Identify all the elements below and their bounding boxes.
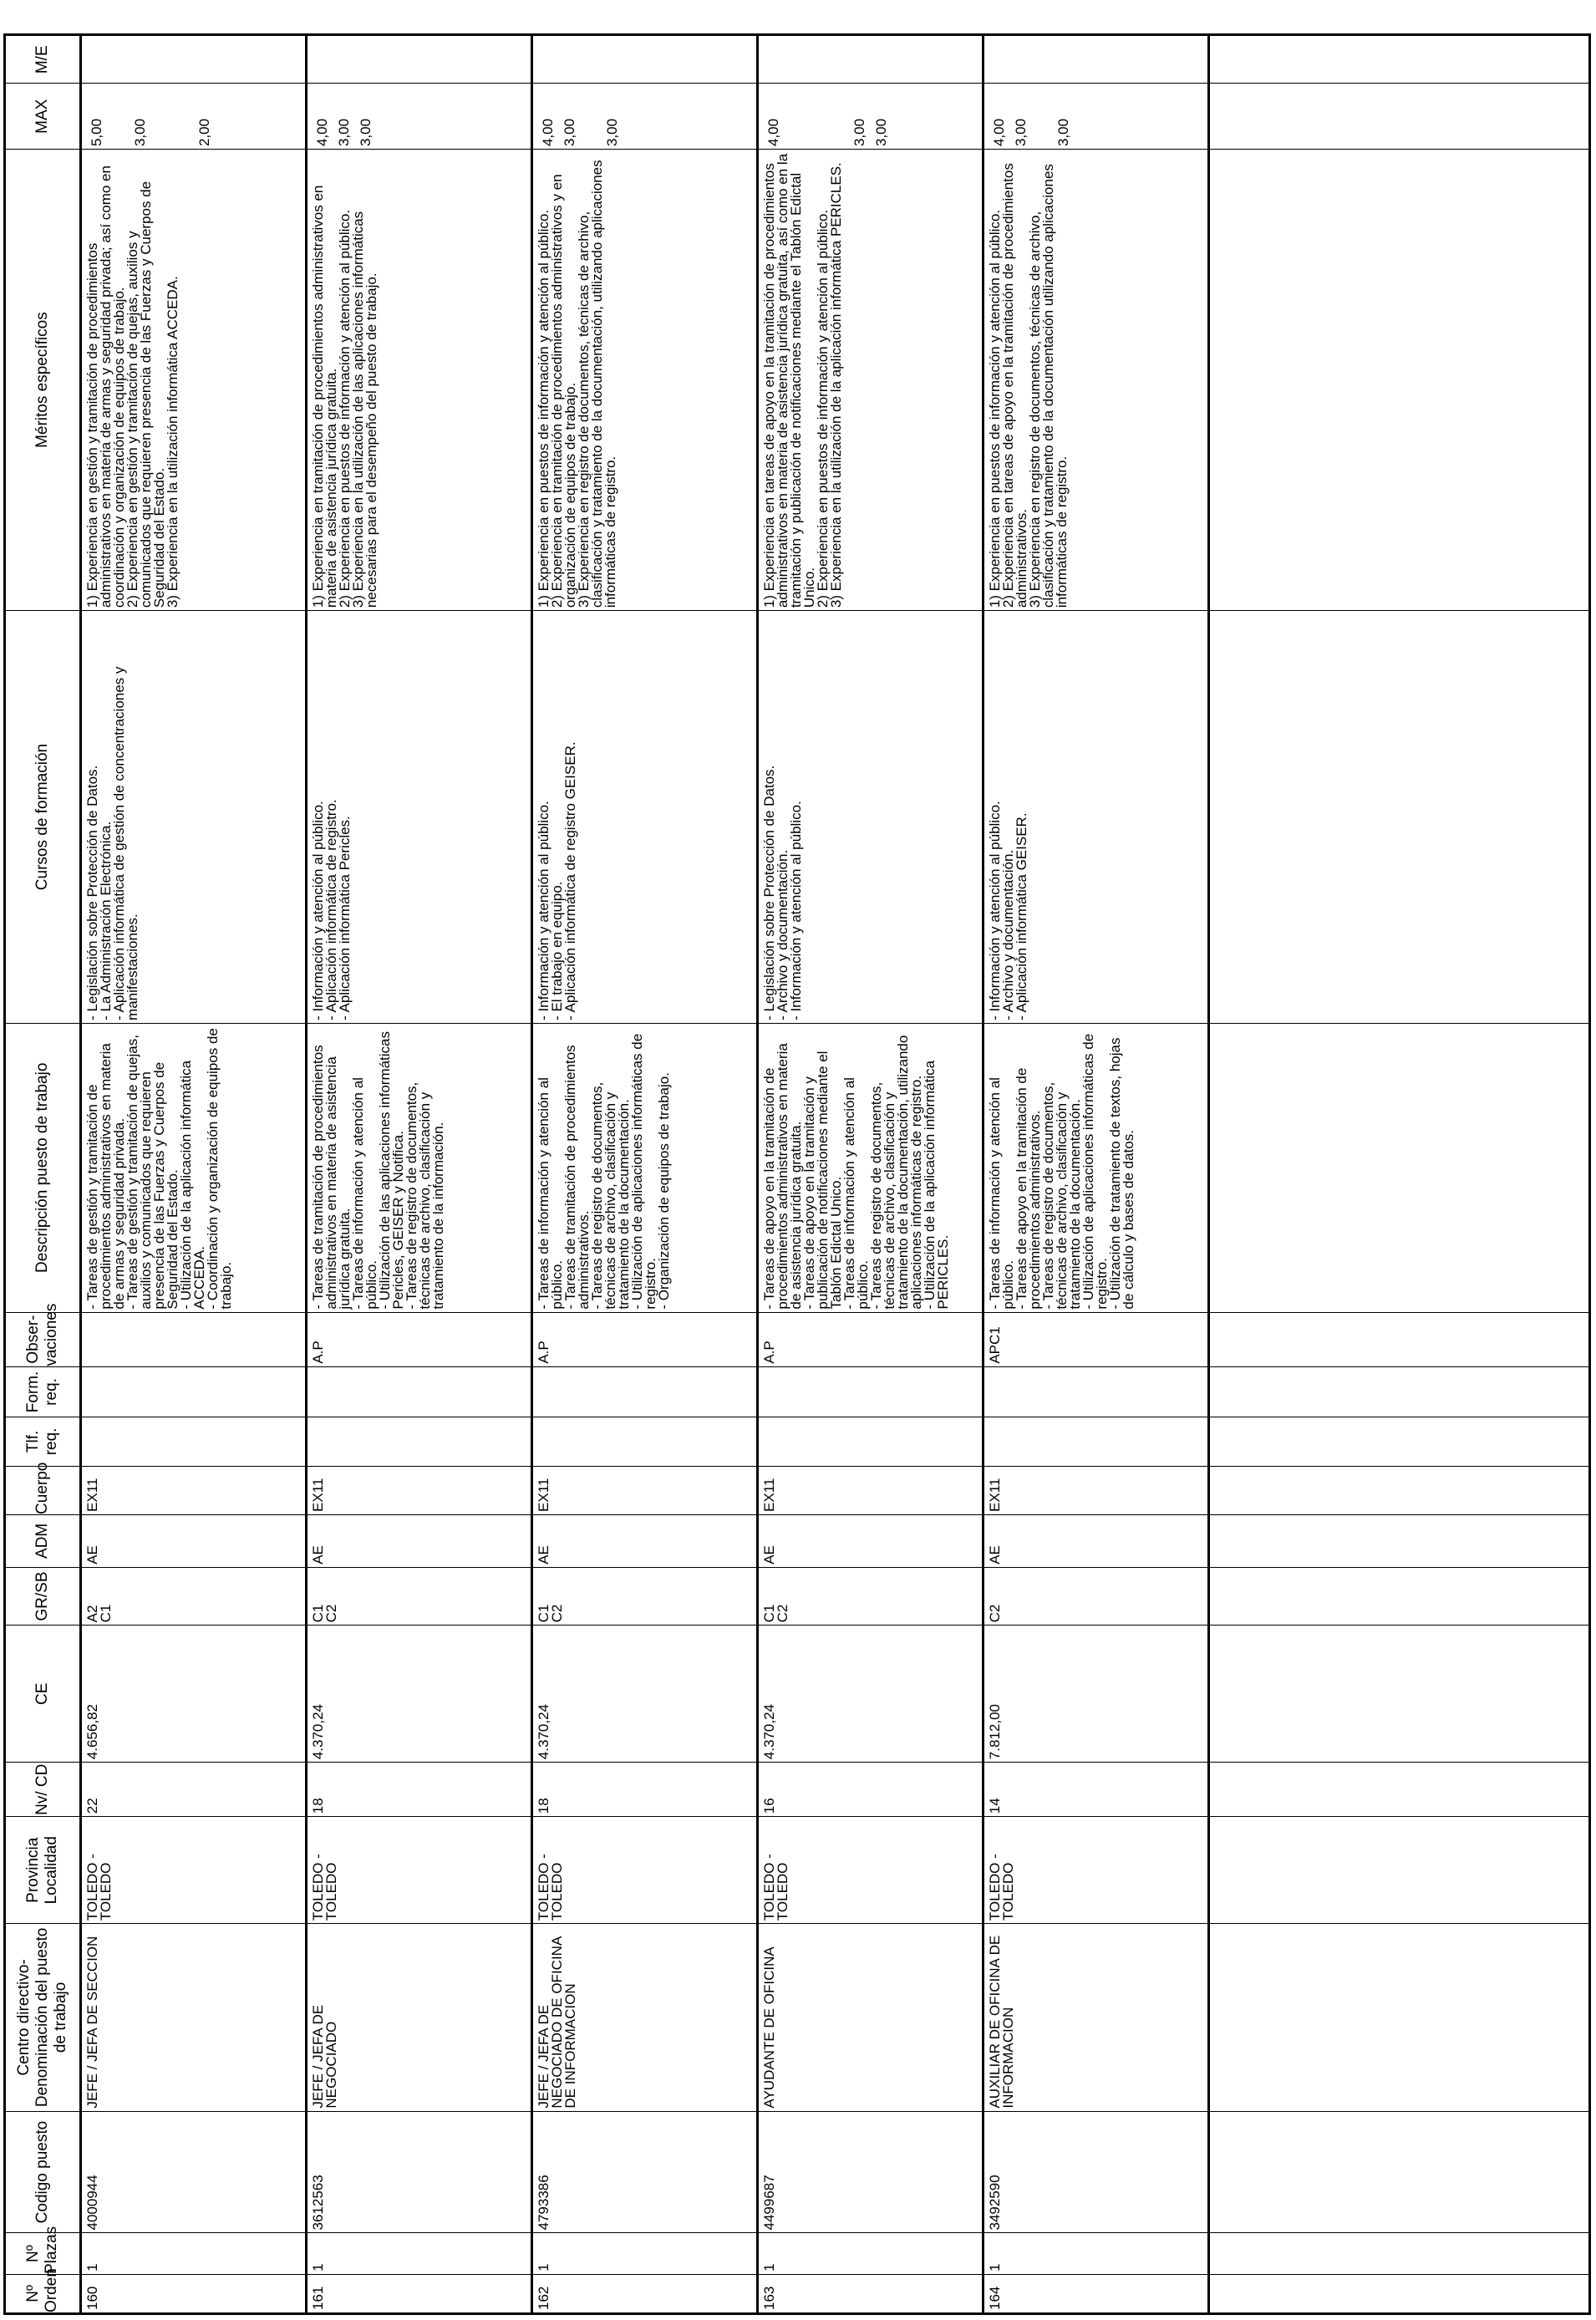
adm-cell: AE <box>81 1514 307 1567</box>
empty-cell <box>1209 1366 1590 1417</box>
header-cursos: Cursos de formación <box>5 611 81 1024</box>
header-denominacion: Centro directivo-Denominación del puesto de trabajo <box>5 1924 81 2111</box>
ce-cell: 4.370,24 <box>532 1626 758 1763</box>
localidad-cell: TOLEDO - TOLEDO <box>307 1817 532 1924</box>
max-cell: 4,00 3,00 3,00 <box>984 84 1209 150</box>
denominacion-cell: JEFE / JEFA DE NEGOCIADO DE OFICINA DE INFORMACION <box>532 1924 758 2111</box>
grupo-cell: A2 C1 <box>81 1567 307 1626</box>
max-cell: 4,00 3,00 3,00 <box>758 84 984 150</box>
plazas-cell: 1 <box>984 2233 1209 2274</box>
adm-cell: AE <box>758 1514 984 1567</box>
meritos-cell: 1) Experiencia en gestión y tramitación de procedimientos administrativos en materia de armas y seguridad privada; así como en coordinación y organización de equipos de trabajo. 2) Experiencia en gestión y tramitación de quejas, auxilios y comunicados que requieren presencia de las Fuerzas y Cuerpos de Seguridad del Estado. 3) Experiencia en la utilización informática ACCEDA. <box>81 150 307 611</box>
empty-cell <box>1209 1514 1590 1567</box>
plazas-cell: 1 <box>532 2233 758 2274</box>
form-cell <box>307 1366 532 1417</box>
header-cuerpo: Cuerpo <box>5 1466 81 1514</box>
header-ce: CE <box>5 1626 81 1763</box>
tlf-cell <box>532 1417 758 1466</box>
meritos-cell: 1) Experiencia en tareas de apoyo en la tramitación de procedimientos administrativos en materia de asistencia jurídica gratuita, así como en la tramitación y publicación de notificaciones mediante el Tablón Edictal Unico. 2) Experiencia en puestos de información y atención al público. 3) Experiencia en la utilización de la aplicación informática PERICLES. <box>758 150 984 611</box>
empty-cell <box>1209 35 1590 84</box>
codigo-cell: 4000944 <box>81 2111 307 2233</box>
nivel-cell: 22 <box>81 1763 307 1817</box>
cursos-cell: - Legislación sobre Protección de Datos. - Archivo y documentación. - Información y atención al público. <box>758 611 984 1024</box>
codigo-cell: 4499687 <box>758 2111 984 2233</box>
empty-cell <box>1209 611 1590 1024</box>
empty-cell <box>1209 150 1590 611</box>
tlf-cell <box>758 1417 984 1466</box>
header-grupo: GR/SB <box>5 1567 81 1626</box>
orden-cell: 161 <box>307 2274 532 2313</box>
orden-cell: 163 <box>758 2274 984 2313</box>
header-descripcion: Descripción puesto de trabajo <box>5 1023 81 1312</box>
header-max: MAX <box>5 84 81 150</box>
empty-cell <box>1209 1312 1590 1366</box>
header-form: Form. req. <box>5 1366 81 1417</box>
header-codigo: Codigo puesto <box>5 2111 81 2233</box>
grupo-cell: C1 C2 <box>532 1567 758 1626</box>
adm-cell: AE <box>532 1514 758 1567</box>
nivel-cell: 18 <box>307 1763 532 1817</box>
job-positions-table <box>3 33 1591 2315</box>
table-header-row <box>5 35 81 2314</box>
codigo-cell: 3492590 <box>984 2111 1209 2233</box>
observaciones-cell: A.P <box>758 1312 984 1366</box>
me-cell <box>307 35 532 84</box>
form-cell <box>81 1366 307 1417</box>
empty-cell <box>1209 1817 1590 1924</box>
empty-cell <box>1209 2111 1590 2233</box>
localidad-cell: TOLEDO - TOLEDO <box>81 1817 307 1924</box>
tlf-cell <box>81 1417 307 1466</box>
localidad-cell: TOLEDO - TOLEDO <box>758 1817 984 1924</box>
empty-filler-row <box>1209 35 1590 2314</box>
descripcion-cell: - Tareas de tramitación de procedimientos administrativos en materia de asistencia jurídica gratuita. - Tareas de información y atención al público. - Utilización de las aplicaciones informáticas Pericles, GEISER y Notifica. - Tareas de registro de documentos, técnicas de archivo, clasificación y tratamiento de la información. <box>307 1023 532 1312</box>
descripcion-cell: - Tareas de apoyo en la tramitación de procedimientos administrativos en materia de asistencia jurídica gratuita. - Tareas de apoyo en la tramitación y publicación de notificaciones mediante el Tablón Edictal Unico. - Tareas de información y atención al público. - Tareas de registro de documentos, técnicas de archivo, clasificación y tratamiento de la documentación, utilizando aplicaciones informáticas de registro. - Utilización de la aplicación informática PERICLES. <box>758 1023 984 1312</box>
cursos-cell: - Información y atención al público. - El trabajo en equipo. - Aplicación informática de registro GEISER. <box>532 611 758 1024</box>
ce-cell: 7.812,00 <box>984 1626 1209 1763</box>
orden-cell: 160 <box>81 2274 307 2313</box>
localidad-cell: TOLEDO - TOLEDO <box>984 1817 1209 1924</box>
meritos-cell: 1) Experiencia en tramitación de procedimientos administrativos en materia de asistencia jurídica gratuita. 2) Experiencia en puestos de información y atención al público. 3) Experiencia en la utilización de las aplicaciones informáticas necesarias para el desempeño del puesto de trabajo. <box>307 150 532 611</box>
empty-cell <box>1209 84 1590 150</box>
meritos-cell: 1) Experiencia en puestos de información y atención al público. 2) Experiencia en tramitación de procedimientos administrativos y en organización de equipos de trabajo. 3) Experiencia en registro de documentos, técnicas de archivo, clasificación y tratamiento de la documentación, utilizando aplicaciones informáticas de registro. <box>532 150 758 611</box>
form-cell <box>532 1366 758 1417</box>
header-tlf: Tlf. req. <box>5 1417 81 1466</box>
form-cell <box>984 1366 1209 1417</box>
max-cell: 4,00 3,00 3,00 <box>307 84 532 150</box>
header-observaciones: Obser-vaciones <box>5 1312 81 1366</box>
ce-cell: 4.656,82 <box>81 1626 307 1763</box>
grupo-cell: C1 C2 <box>758 1567 984 1626</box>
denominacion-cell: AUXILIAR DE OFICINA DE INFORMACION <box>984 1924 1209 2111</box>
rotated-page <box>3 33 1591 2315</box>
nivel-cell: 18 <box>532 1763 758 1817</box>
header-orden: Nº Orden <box>5 2274 81 2313</box>
denominacion-cell: AYUDANTE DE OFICINA <box>758 1924 984 2111</box>
header-meritos: Méritos específicos <box>5 150 81 611</box>
empty-cell <box>1209 1023 1590 1312</box>
empty-cell <box>1209 1626 1590 1763</box>
cuerpo-cell: EX11 <box>81 1466 307 1514</box>
observaciones-cell: APC1 <box>984 1312 1209 1366</box>
cuerpo-cell: EX11 <box>532 1466 758 1514</box>
table-row <box>307 35 532 2314</box>
descripcion-cell: - Tareas de información y atención al público. - Tareas de tramitación de procedimientos administrativos. - Tareas de registro de documentos, técnicas de archivo, clasificación y tratamiento de la documentación. - Utilización de aplicaciones informáticas de registro. - Organización de equipos de trabajo. <box>532 1023 758 1312</box>
cuerpo-cell: EX11 <box>307 1466 532 1514</box>
empty-cell <box>1209 1763 1590 1817</box>
adm-cell: AE <box>307 1514 532 1567</box>
ce-cell: 4.370,24 <box>758 1626 984 1763</box>
observaciones-cell <box>81 1312 307 1366</box>
empty-cell <box>1209 2274 1590 2313</box>
codigo-cell: 4793386 <box>532 2111 758 2233</box>
header-nivel: Nv/ CD <box>5 1763 81 1817</box>
me-cell <box>81 35 307 84</box>
plazas-cell: 1 <box>758 2233 984 2274</box>
table-row <box>532 35 758 2314</box>
cursos-cell: - Información y atención al público. - Archivo y documentación. - Aplicación informática GEISER. <box>984 611 1209 1024</box>
descripcion-cell: - Tareas de gestión y tramitación de procedimientos administrativos en materia de armas y seguridad privada. - Tareas de gestión y tramitación de quejas, auxilios y comunicados que requieren presencia de las Fuerzas y Cuerpos de Seguridad del Estado. - Utilización de la aplicación informática ACCEDA. - Coordinación y organización de equipos de trabajo. <box>81 1023 307 1312</box>
tlf-cell <box>307 1417 532 1466</box>
localidad-cell: TOLEDO - TOLEDO <box>532 1817 758 1924</box>
table-row <box>984 35 1209 2314</box>
empty-cell <box>1209 1417 1590 1466</box>
denominacion-cell: JEFE / JEFA DE SECCION <box>81 1924 307 2111</box>
empty-cell <box>1209 1567 1590 1626</box>
tlf-cell <box>984 1417 1209 1466</box>
plazas-cell: 1 <box>307 2233 532 2274</box>
cursos-cell: - Información y atención al público. - Aplicación informática de registro. - Aplicación informática Pericles. <box>307 611 532 1024</box>
adm-cell: AE <box>984 1514 1209 1567</box>
meritos-cell: 1) Experiencia en puestos de información y atención al público. 2) Experiencia en tareas de apoyo en la tramitación de procedimientos administrativos. 3) Experiencia en registro de documentos, técnicas de archivo, clasificación y tratamiento de la documentación utilizando aplicaciones informáticas de registro. <box>984 150 1209 611</box>
cursos-cell: - Legislación sobre Protección de Datos. - La Administración Electrónica. - Aplicación informática de gestión de concentraciones y manifestaciones. <box>81 611 307 1024</box>
header-adm: ADM <box>5 1514 81 1567</box>
orden-cell: 164 <box>984 2274 1209 2313</box>
descripcion-cell: - Tareas de información y atención al público. - Tareas de apoyo en la tramitación de procedimientos administrativos. - Tareas de registro de documentos, técnicas de archivo, clasificación y tratamiento de la documentación. - Utilización de aplicaciones informáticas de registro. - Utilización de tratamiento de textos, hojas de cálculo y bases de datos. <box>984 1023 1209 1312</box>
grupo-cell: C1 C2 <box>307 1567 532 1626</box>
cuerpo-cell: EX11 <box>758 1466 984 1514</box>
table-row <box>81 35 307 2314</box>
empty-cell <box>1209 1924 1590 2111</box>
empty-cell <box>1209 2233 1590 2274</box>
header-me: M/E <box>5 35 81 84</box>
max-cell: 5,00 3,00 2,00 <box>81 84 307 150</box>
codigo-cell: 3612563 <box>307 2111 532 2233</box>
max-cell: 4,00 3,00 3,00 <box>532 84 758 150</box>
form-cell <box>758 1366 984 1417</box>
cuerpo-cell: EX11 <box>984 1466 1209 1514</box>
header-provincia: Provincia Localidad <box>5 1817 81 1924</box>
table-row <box>758 35 984 2314</box>
nivel-cell: 16 <box>758 1763 984 1817</box>
denominacion-cell: JEFE / JEFA DE NEGOCIADO <box>307 1924 532 2111</box>
orden-cell: 162 <box>532 2274 758 2313</box>
me-cell <box>532 35 758 84</box>
grupo-cell: C2 <box>984 1567 1209 1626</box>
empty-cell <box>1209 1466 1590 1514</box>
nivel-cell: 14 <box>984 1763 1209 1817</box>
observaciones-cell: A.P <box>307 1312 532 1366</box>
plazas-cell: 1 <box>81 2233 307 2274</box>
me-cell <box>758 35 984 84</box>
header-plazas: Nº Plazas <box>5 2233 81 2274</box>
me-cell <box>984 35 1209 84</box>
observaciones-cell: A.P <box>532 1312 758 1366</box>
ce-cell: 4.370,24 <box>307 1626 532 1763</box>
